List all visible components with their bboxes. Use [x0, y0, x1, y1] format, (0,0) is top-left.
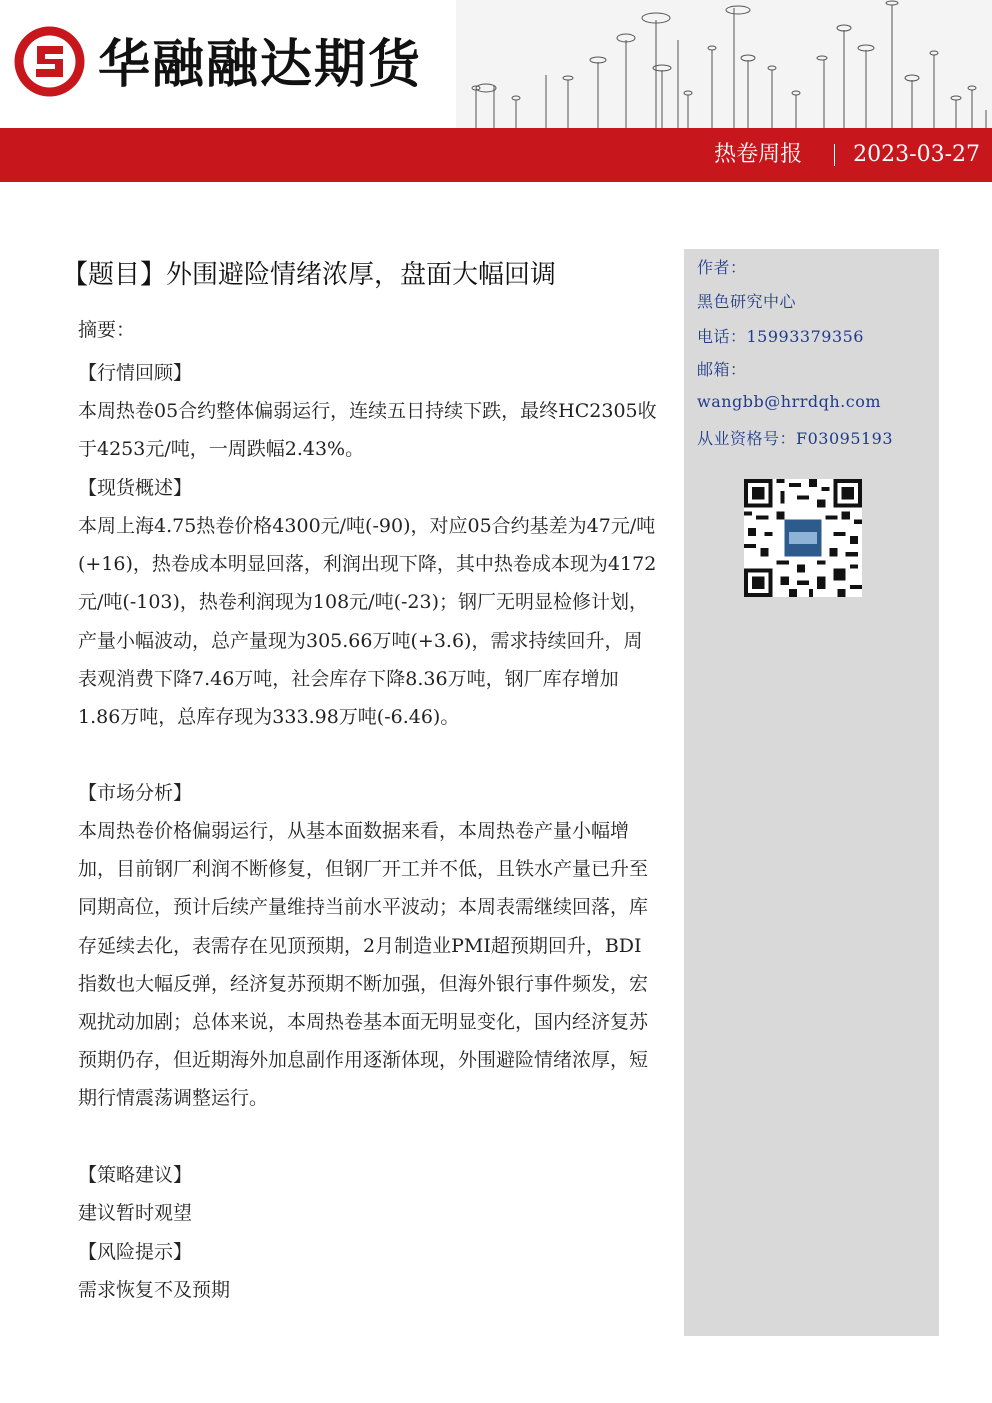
email[interactable]: wangbb@hrrdqh.com	[697, 392, 882, 411]
author-sidebar	[684, 249, 939, 1336]
report-date: 2023-03-27	[853, 142, 980, 167]
summary-label: 摘要：	[78, 319, 136, 341]
divider	[834, 144, 835, 166]
company-logo-icon	[12, 24, 87, 99]
section-body: 需求恢复不及预期	[78, 1279, 231, 1301]
section-heading: 【市场分析】	[78, 782, 193, 804]
section-body: 本周热卷价格偏弱运行，从基本面数据来看，本周热卷产量小幅增加，目前钢厂利润不断修复，但钢厂开工并不低，且铁水产量已升至同期高位，预计后续产量维持当前水平波动；本周表需继续回落，库存延续去化，表需存在见顶预期，2月制造业PMI超预期回升，BDI指数也大幅反弹，经济复苏预期不断加强，但海外银行事件频发，宏观扰动加剧；总体来说，本周热卷基本面无明显变化，国内经济复苏预期仍存，但近期海外加息副作用逐渐体现，外围避险情绪浓厚，短期行情震荡调整运行。	[78, 820, 649, 1110]
section-heading: 【现货概述】	[78, 477, 193, 499]
section-heading: 【策略建议】	[78, 1164, 193, 1186]
section-body: 建议暂时观望	[78, 1202, 193, 1224]
author-name: 黑色研究中心	[697, 292, 797, 311]
author-label: 作者：	[697, 258, 747, 277]
brand-name: 华融融达期货	[98, 35, 423, 95]
section-heading: 【风险提示】	[78, 1241, 193, 1263]
header-decoration	[456, 0, 992, 128]
report-meta	[714, 128, 980, 182]
section-body: 本周热卷05合约整体偏弱运行，连续五日持续下跌，最终HC2305收于4253元/吨，一周跌幅2.43%。	[78, 400, 657, 461]
license-number: 从业资格号：F03095193	[697, 429, 894, 448]
report-title: 【题目】外围避险情绪浓厚，盘面大幅回调	[62, 260, 557, 290]
section-body: 本周上海4.75热卷价格4300元/吨(-90)，对应05合约基差为47元/吨(+16)，热卷成本明显回落，利润出现下降，其中热卷成本现为4172元/吨(-103)，热卷利润现为108元/吨(-23)；钢厂无明显检修计划，产量小幅波动，总产量现为305.66万吨(+3.6)，需求持续回升，周表观消费下降7.46万吨，社会库存下降8.36万吨，钢厂库存增加1.86万吨，总库存现为333.98万吨(-6.46)。	[78, 515, 657, 729]
email-label: 邮箱：	[697, 360, 747, 379]
report-type: 热卷周报	[714, 142, 803, 167]
section-heading: 【行情回顾】	[78, 362, 193, 384]
qr-code-icon	[744, 479, 862, 597]
phone: 电话：15993379356	[697, 327, 864, 346]
